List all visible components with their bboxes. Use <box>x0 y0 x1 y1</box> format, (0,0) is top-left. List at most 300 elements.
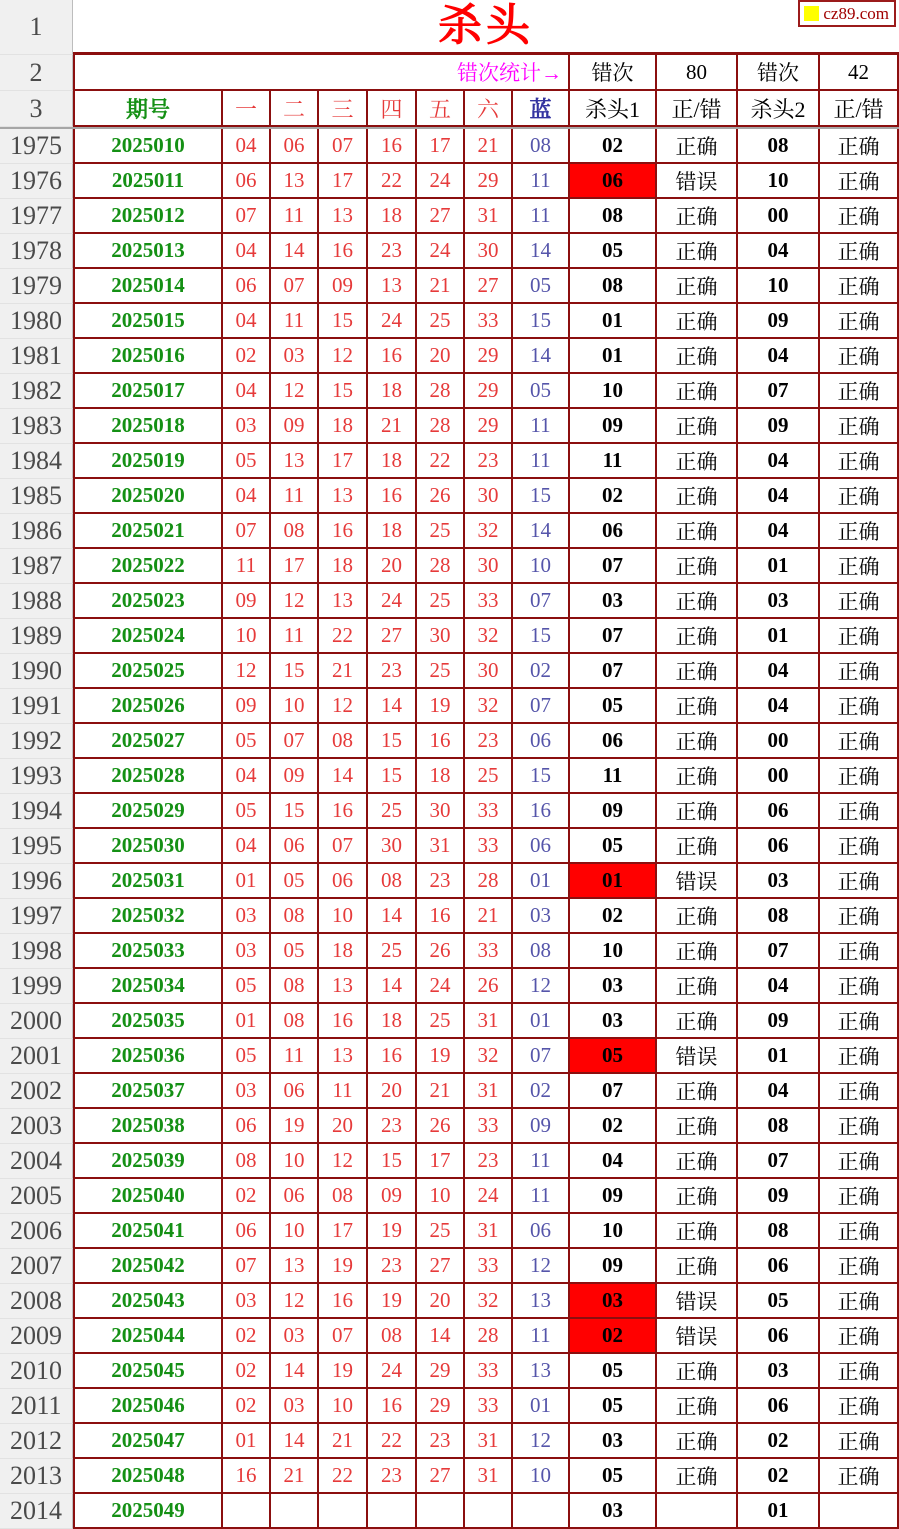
ball-cell[interactable]: 25 <box>417 584 465 619</box>
ball-cell[interactable]: 06 <box>319 864 368 899</box>
ball-cell[interactable]: 32 <box>465 1284 513 1319</box>
result1-cell[interactable]: 正确 <box>657 934 738 969</box>
result1-cell[interactable]: 正确 <box>657 1074 738 1109</box>
ball-cell[interactable]: 04 <box>223 129 271 164</box>
kill2-cell[interactable]: 07 <box>738 374 820 409</box>
blue-cell[interactable]: 02 <box>513 1074 570 1109</box>
kill1-cell[interactable]: 11 <box>570 759 657 794</box>
ball-cell[interactable]: 24 <box>417 969 465 1004</box>
stats-errcount-label-2[interactable]: 错次 <box>738 55 820 91</box>
ball-cell[interactable]: 23 <box>368 234 417 269</box>
ball-cell[interactable]: 01 <box>223 864 271 899</box>
stats-errcount-label-1[interactable]: 错次 <box>570 55 657 91</box>
ball-cell[interactable]: 20 <box>417 339 465 374</box>
kill2-cell[interactable]: 08 <box>738 1214 820 1249</box>
ball-cell[interactable]: 16 <box>319 1004 368 1039</box>
ball-cell[interactable]: 16 <box>368 479 417 514</box>
kill2-cell[interactable]: 04 <box>738 444 820 479</box>
ball-cell[interactable]: 08 <box>271 1004 319 1039</box>
kill1-cell[interactable]: 07 <box>570 619 657 654</box>
kill1-cell[interactable]: 10 <box>570 1214 657 1249</box>
period-cell[interactable]: 2025033 <box>73 934 223 969</box>
row-number[interactable]: 1990 <box>0 654 73 689</box>
ball-cell[interactable]: 19 <box>368 1284 417 1319</box>
result1-cell[interactable]: 正确 <box>657 1144 738 1179</box>
ball-cell[interactable]: 18 <box>368 199 417 234</box>
result1-cell[interactable]: 正确 <box>657 689 738 724</box>
period-cell[interactable]: 2025013 <box>73 234 223 269</box>
ball-cell[interactable]: 26 <box>417 479 465 514</box>
period-cell[interactable]: 2025036 <box>73 1039 223 1074</box>
kill1-cell[interactable]: 02 <box>570 479 657 514</box>
kill1-cell[interactable]: 09 <box>570 409 657 444</box>
row-number[interactable]: 1984 <box>0 444 73 479</box>
ball-cell[interactable]: 23 <box>465 1144 513 1179</box>
kill2-cell[interactable]: 05 <box>738 1284 820 1319</box>
kill1-cell[interactable]: 01 <box>570 339 657 374</box>
ball-cell[interactable]: 19 <box>319 1354 368 1389</box>
ball-cell[interactable]: 18 <box>319 409 368 444</box>
blue-cell[interactable]: 16 <box>513 794 570 829</box>
row-header-3[interactable]: 3 <box>0 91 73 127</box>
ball-cell[interactable]: 15 <box>271 794 319 829</box>
kill2-cell[interactable]: 08 <box>738 129 820 164</box>
kill2-cell[interactable]: 06 <box>738 794 820 829</box>
kill2-cell[interactable]: 09 <box>738 1179 820 1214</box>
kill2-cell[interactable]: 02 <box>738 1459 820 1494</box>
kill2-cell[interactable]: 04 <box>738 654 820 689</box>
period-cell[interactable]: 2025019 <box>73 444 223 479</box>
header-period[interactable]: 期号 <box>73 91 223 127</box>
ball-cell[interactable]: 03 <box>223 409 271 444</box>
kill2-cell[interactable]: 01 <box>738 1039 820 1074</box>
ball-cell[interactable]: 14 <box>271 1424 319 1459</box>
blue-cell[interactable]: 15 <box>513 759 570 794</box>
ball-cell[interactable]: 25 <box>465 759 513 794</box>
ball-cell[interactable]: 16 <box>417 899 465 934</box>
ball-cell[interactable]: 33 <box>465 934 513 969</box>
result2-cell[interactable]: 正确 <box>820 1039 899 1074</box>
kill2-cell[interactable]: 00 <box>738 199 820 234</box>
row-number[interactable]: 1991 <box>0 689 73 724</box>
blue-cell[interactable]: 11 <box>513 1179 570 1214</box>
result1-cell[interactable]: 正确 <box>657 234 738 269</box>
blue-cell[interactable]: 11 <box>513 199 570 234</box>
result1-cell[interactable]: 正确 <box>657 514 738 549</box>
ball-cell[interactable]: 03 <box>223 899 271 934</box>
kill2-cell[interactable]: 01 <box>738 549 820 584</box>
blue-cell[interactable]: 14 <box>513 339 570 374</box>
ball-cell[interactable]: 21 <box>319 1424 368 1459</box>
ball-cell[interactable]: 27 <box>368 619 417 654</box>
period-cell[interactable]: 2025023 <box>73 584 223 619</box>
ball-cell[interactable]: 08 <box>271 899 319 934</box>
result1-cell[interactable]: 正确 <box>657 1459 738 1494</box>
ball-cell[interactable]: 33 <box>465 829 513 864</box>
result1-cell[interactable]: 正确 <box>657 444 738 479</box>
row-number[interactable]: 2010 <box>0 1354 73 1389</box>
kill1-cell[interactable]: 05 <box>570 1354 657 1389</box>
result1-cell[interactable] <box>657 1494 738 1529</box>
header-blue[interactable]: 蓝 <box>513 91 570 127</box>
ball-cell[interactable]: 07 <box>223 1249 271 1284</box>
period-cell[interactable]: 2025011 <box>73 164 223 199</box>
cz89-logo[interactable] <box>798 0 896 27</box>
period-cell[interactable]: 2025012 <box>73 199 223 234</box>
row-number[interactable]: 2002 <box>0 1074 73 1109</box>
ball-cell[interactable]: 04 <box>223 374 271 409</box>
row-number[interactable]: 1992 <box>0 724 73 759</box>
ball-cell[interactable]: 22 <box>368 1424 417 1459</box>
result1-cell[interactable]: 正确 <box>657 129 738 164</box>
blue-cell[interactable]: 10 <box>513 1459 570 1494</box>
kill1-cell[interactable]: 02 <box>570 1319 657 1354</box>
header-ball-4[interactable]: 四 <box>368 91 417 127</box>
result2-cell[interactable]: 正确 <box>820 1319 899 1354</box>
period-cell[interactable]: 2025045 <box>73 1354 223 1389</box>
kill2-cell[interactable]: 04 <box>738 514 820 549</box>
ball-cell[interactable]: 27 <box>417 199 465 234</box>
ball-cell[interactable] <box>417 1494 465 1529</box>
header-ball-6[interactable]: 六 <box>465 91 513 127</box>
ball-cell[interactable]: 26 <box>465 969 513 1004</box>
result1-cell[interactable]: 正确 <box>657 969 738 1004</box>
result1-cell[interactable]: 错误 <box>657 864 738 899</box>
result1-cell[interactable]: 正确 <box>657 619 738 654</box>
result1-cell[interactable]: 错误 <box>657 1284 738 1319</box>
kill1-cell[interactable]: 03 <box>570 584 657 619</box>
ball-cell[interactable]: 10 <box>319 899 368 934</box>
result2-cell[interactable]: 正确 <box>820 829 899 864</box>
ball-cell[interactable]: 03 <box>223 1284 271 1319</box>
ball-cell[interactable]: 16 <box>223 1459 271 1494</box>
result1-cell[interactable]: 正确 <box>657 759 738 794</box>
ball-cell[interactable]: 17 <box>319 1214 368 1249</box>
result2-cell[interactable]: 正确 <box>820 374 899 409</box>
ball-cell[interactable]: 06 <box>271 1179 319 1214</box>
kill1-cell[interactable]: 05 <box>570 1389 657 1424</box>
period-cell[interactable]: 2025031 <box>73 864 223 899</box>
ball-cell[interactable]: 24 <box>417 234 465 269</box>
ball-cell[interactable]: 30 <box>417 794 465 829</box>
ball-cell[interactable]: 18 <box>417 759 465 794</box>
kill2-cell[interactable]: 06 <box>738 1319 820 1354</box>
row-number[interactable]: 1993 <box>0 759 73 794</box>
ball-cell[interactable]: 06 <box>223 1214 271 1249</box>
ball-cell[interactable]: 12 <box>319 689 368 724</box>
result1-cell[interactable]: 正确 <box>657 1389 738 1424</box>
ball-cell[interactable]: 29 <box>417 1389 465 1424</box>
ball-cell[interactable]: 30 <box>368 829 417 864</box>
row-number[interactable]: 2000 <box>0 1004 73 1039</box>
ball-cell[interactable]: 31 <box>465 1424 513 1459</box>
result1-cell[interactable]: 正确 <box>657 199 738 234</box>
result1-cell[interactable]: 正确 <box>657 1354 738 1389</box>
row-number[interactable]: 1994 <box>0 794 73 829</box>
blue-cell[interactable]: 05 <box>513 269 570 304</box>
ball-cell[interactable]: 06 <box>271 1074 319 1109</box>
ball-cell[interactable]: 20 <box>368 549 417 584</box>
row-number[interactable]: 2014 <box>0 1494 73 1529</box>
period-cell[interactable]: 2025026 <box>73 689 223 724</box>
row-number[interactable]: 1979 <box>0 269 73 304</box>
ball-cell[interactable]: 10 <box>417 1179 465 1214</box>
ball-cell[interactable]: 12 <box>223 654 271 689</box>
ball-cell[interactable]: 09 <box>223 584 271 619</box>
row-number[interactable]: 2012 <box>0 1424 73 1459</box>
blue-cell[interactable]: 08 <box>513 934 570 969</box>
period-cell[interactable]: 2025020 <box>73 479 223 514</box>
ball-cell[interactable]: 08 <box>223 1144 271 1179</box>
ball-cell[interactable]: 15 <box>368 724 417 759</box>
kill1-cell[interactable]: 09 <box>570 794 657 829</box>
ball-cell[interactable]: 17 <box>319 164 368 199</box>
ball-cell[interactable]: 07 <box>271 724 319 759</box>
blue-cell[interactable]: 11 <box>513 409 570 444</box>
ball-cell[interactable]: 28 <box>417 409 465 444</box>
ball-cell[interactable]: 14 <box>368 689 417 724</box>
ball-cell[interactable]: 07 <box>319 829 368 864</box>
kill2-cell[interactable]: 06 <box>738 829 820 864</box>
ball-cell[interactable]: 05 <box>271 864 319 899</box>
kill1-cell[interactable]: 01 <box>570 864 657 899</box>
result2-cell[interactable]: 正确 <box>820 899 899 934</box>
kill2-cell[interactable]: 04 <box>738 969 820 1004</box>
ball-cell[interactable]: 19 <box>368 1214 417 1249</box>
ball-cell[interactable]: 33 <box>465 1389 513 1424</box>
result2-cell[interactable]: 正确 <box>820 759 899 794</box>
row-header-1[interactable]: 1 <box>0 0 73 55</box>
row-number[interactable]: 1986 <box>0 514 73 549</box>
ball-cell[interactable]: 21 <box>417 269 465 304</box>
result1-cell[interactable]: 正确 <box>657 269 738 304</box>
ball-cell[interactable]: 27 <box>417 1249 465 1284</box>
row-number[interactable]: 2011 <box>0 1389 73 1424</box>
header-result1[interactable]: 正/错 <box>657 91 738 127</box>
ball-cell[interactable]: 30 <box>465 234 513 269</box>
ball-cell[interactable]: 13 <box>271 1249 319 1284</box>
result2-cell[interactable]: 正确 <box>820 969 899 1004</box>
ball-cell[interactable]: 02 <box>223 339 271 374</box>
period-cell[interactable]: 2025048 <box>73 1459 223 1494</box>
ball-cell[interactable]: 12 <box>271 374 319 409</box>
kill2-cell[interactable]: 09 <box>738 409 820 444</box>
row-number[interactable]: 2007 <box>0 1249 73 1284</box>
ball-cell[interactable]: 11 <box>271 619 319 654</box>
ball-cell[interactable]: 16 <box>368 1039 417 1074</box>
ball-cell[interactable]: 28 <box>417 374 465 409</box>
kill1-cell[interactable]: 07 <box>570 1074 657 1109</box>
ball-cell[interactable]: 08 <box>271 969 319 1004</box>
ball-cell[interactable]: 32 <box>465 689 513 724</box>
ball-cell[interactable]: 18 <box>368 1004 417 1039</box>
period-cell[interactable]: 2025024 <box>73 619 223 654</box>
ball-cell[interactable]: 11 <box>271 1039 319 1074</box>
result2-cell[interactable]: 正确 <box>820 409 899 444</box>
ball-cell[interactable]: 17 <box>417 129 465 164</box>
ball-cell[interactable]: 25 <box>417 514 465 549</box>
row-number[interactable]: 1987 <box>0 549 73 584</box>
blue-cell[interactable]: 12 <box>513 1249 570 1284</box>
ball-cell[interactable]: 24 <box>368 1354 417 1389</box>
ball-cell[interactable]: 07 <box>319 1319 368 1354</box>
ball-cell[interactable]: 25 <box>417 1004 465 1039</box>
kill2-cell[interactable]: 04 <box>738 689 820 724</box>
result2-cell[interactable]: 正确 <box>820 549 899 584</box>
ball-cell[interactable] <box>319 1494 368 1529</box>
kill2-cell[interactable]: 06 <box>738 1249 820 1284</box>
blue-cell[interactable]: 15 <box>513 304 570 339</box>
kill1-cell[interactable]: 08 <box>570 269 657 304</box>
ball-cell[interactable]: 17 <box>319 444 368 479</box>
row-number[interactable]: 1997 <box>0 899 73 934</box>
ball-cell[interactable]: 23 <box>417 1424 465 1459</box>
ball-cell[interactable]: 31 <box>465 199 513 234</box>
kill1-cell[interactable]: 03 <box>570 1284 657 1319</box>
ball-cell[interactable]: 33 <box>465 584 513 619</box>
row-number[interactable]: 1975 <box>0 129 73 164</box>
row-number[interactable]: 1998 <box>0 934 73 969</box>
blue-cell[interactable]: 01 <box>513 1389 570 1424</box>
kill2-cell[interactable]: 01 <box>738 1494 820 1529</box>
row-number[interactable]: 1977 <box>0 199 73 234</box>
kill1-cell[interactable]: 06 <box>570 514 657 549</box>
ball-cell[interactable]: 25 <box>368 934 417 969</box>
ball-cell[interactable]: 07 <box>271 269 319 304</box>
ball-cell[interactable]: 15 <box>271 654 319 689</box>
ball-cell[interactable]: 24 <box>465 1179 513 1214</box>
ball-cell[interactable]: 13 <box>271 444 319 479</box>
ball-cell[interactable]: 21 <box>271 1459 319 1494</box>
ball-cell[interactable]: 30 <box>465 479 513 514</box>
blue-cell[interactable]: 10 <box>513 549 570 584</box>
period-cell[interactable]: 2025047 <box>73 1424 223 1459</box>
kill2-cell[interactable]: 07 <box>738 1144 820 1179</box>
ball-cell[interactable]: 27 <box>465 269 513 304</box>
ball-cell[interactable]: 31 <box>465 1004 513 1039</box>
ball-cell[interactable]: 20 <box>368 1074 417 1109</box>
kill2-cell[interactable]: 02 <box>738 1424 820 1459</box>
ball-cell[interactable]: 09 <box>368 1179 417 1214</box>
ball-cell[interactable]: 11 <box>271 199 319 234</box>
stats-errcount-value-2[interactable]: 42 <box>820 55 899 91</box>
period-cell[interactable]: 2025035 <box>73 1004 223 1039</box>
result1-cell[interactable]: 正确 <box>657 1109 738 1144</box>
ball-cell[interactable]: 08 <box>271 514 319 549</box>
blue-cell[interactable]: 14 <box>513 514 570 549</box>
result2-cell[interactable]: 正确 <box>820 794 899 829</box>
ball-cell[interactable]: 33 <box>465 304 513 339</box>
result2-cell[interactable]: 正确 <box>820 164 899 199</box>
ball-cell[interactable]: 04 <box>223 759 271 794</box>
kill1-cell[interactable]: 11 <box>570 444 657 479</box>
period-cell[interactable]: 2025037 <box>73 1074 223 1109</box>
kill2-cell[interactable]: 10 <box>738 164 820 199</box>
ball-cell[interactable]: 23 <box>465 724 513 759</box>
result2-cell[interactable]: 正确 <box>820 1389 899 1424</box>
period-cell[interactable]: 2025034 <box>73 969 223 1004</box>
row-number[interactable]: 1983 <box>0 409 73 444</box>
ball-cell[interactable]: 12 <box>319 339 368 374</box>
blue-cell[interactable]: 05 <box>513 374 570 409</box>
ball-cell[interactable]: 10 <box>271 1214 319 1249</box>
blue-cell[interactable]: 11 <box>513 164 570 199</box>
result2-cell[interactable]: 正确 <box>820 199 899 234</box>
kill2-cell[interactable]: 04 <box>738 339 820 374</box>
ball-cell[interactable]: 03 <box>271 1319 319 1354</box>
blue-cell[interactable]: 07 <box>513 1039 570 1074</box>
ball-cell[interactable]: 02 <box>223 1389 271 1424</box>
ball-cell[interactable]: 10 <box>223 619 271 654</box>
blue-cell[interactable]: 13 <box>513 1284 570 1319</box>
blue-cell[interactable]: 03 <box>513 899 570 934</box>
ball-cell[interactable]: 09 <box>271 759 319 794</box>
result1-cell[interactable]: 正确 <box>657 374 738 409</box>
row-number[interactable]: 1996 <box>0 864 73 899</box>
ball-cell[interactable]: 19 <box>319 1249 368 1284</box>
ball-cell[interactable]: 28 <box>465 1319 513 1354</box>
ball-cell[interactable]: 05 <box>223 444 271 479</box>
ball-cell[interactable]: 21 <box>465 129 513 164</box>
ball-cell[interactable]: 16 <box>368 129 417 164</box>
ball-cell[interactable]: 22 <box>417 444 465 479</box>
ball-cell[interactable] <box>368 1494 417 1529</box>
ball-cell[interactable]: 15 <box>319 374 368 409</box>
ball-cell[interactable]: 04 <box>223 829 271 864</box>
blue-cell[interactable]: 01 <box>513 1004 570 1039</box>
kill1-cell[interactable]: 05 <box>570 1459 657 1494</box>
ball-cell[interactable]: 22 <box>319 1459 368 1494</box>
kill1-cell[interactable]: 06 <box>570 164 657 199</box>
blue-cell[interactable]: 11 <box>513 444 570 479</box>
row-number[interactable]: 2006 <box>0 1214 73 1249</box>
blue-cell[interactable]: 07 <box>513 689 570 724</box>
result2-cell[interactable]: 正确 <box>820 129 899 164</box>
ball-cell[interactable]: 18 <box>368 374 417 409</box>
period-cell[interactable]: 2025016 <box>73 339 223 374</box>
ball-cell[interactable]: 11 <box>223 549 271 584</box>
header-ball-5[interactable]: 五 <box>417 91 465 127</box>
header-ball-2[interactable]: 二 <box>271 91 319 127</box>
ball-cell[interactable]: 06 <box>223 269 271 304</box>
period-cell[interactable]: 2025032 <box>73 899 223 934</box>
result1-cell[interactable]: 正确 <box>657 304 738 339</box>
stats-errcount-value-1[interactable]: 80 <box>657 55 738 91</box>
ball-cell[interactable]: 06 <box>223 164 271 199</box>
ball-cell[interactable]: 16 <box>319 234 368 269</box>
period-cell[interactable]: 2025049 <box>73 1494 223 1529</box>
ball-cell[interactable]: 23 <box>368 654 417 689</box>
ball-cell[interactable]: 27 <box>417 1459 465 1494</box>
ball-cell[interactable]: 32 <box>465 619 513 654</box>
result2-cell[interactable]: 正确 <box>820 1459 899 1494</box>
ball-cell[interactable]: 23 <box>368 1459 417 1494</box>
kill1-cell[interactable]: 05 <box>570 829 657 864</box>
ball-cell[interactable]: 04 <box>223 479 271 514</box>
row-number[interactable]: 1980 <box>0 304 73 339</box>
result2-cell[interactable]: 正确 <box>820 1179 899 1214</box>
ball-cell[interactable]: 30 <box>417 619 465 654</box>
ball-cell[interactable]: 07 <box>223 199 271 234</box>
ball-cell[interactable]: 02 <box>223 1319 271 1354</box>
blue-cell[interactable]: 08 <box>513 129 570 164</box>
ball-cell[interactable]: 16 <box>368 1389 417 1424</box>
kill1-cell[interactable]: 10 <box>570 934 657 969</box>
ball-cell[interactable]: 04 <box>223 304 271 339</box>
kill1-cell[interactable]: 01 <box>570 304 657 339</box>
ball-cell[interactable]: 18 <box>368 514 417 549</box>
ball-cell[interactable]: 11 <box>271 304 319 339</box>
